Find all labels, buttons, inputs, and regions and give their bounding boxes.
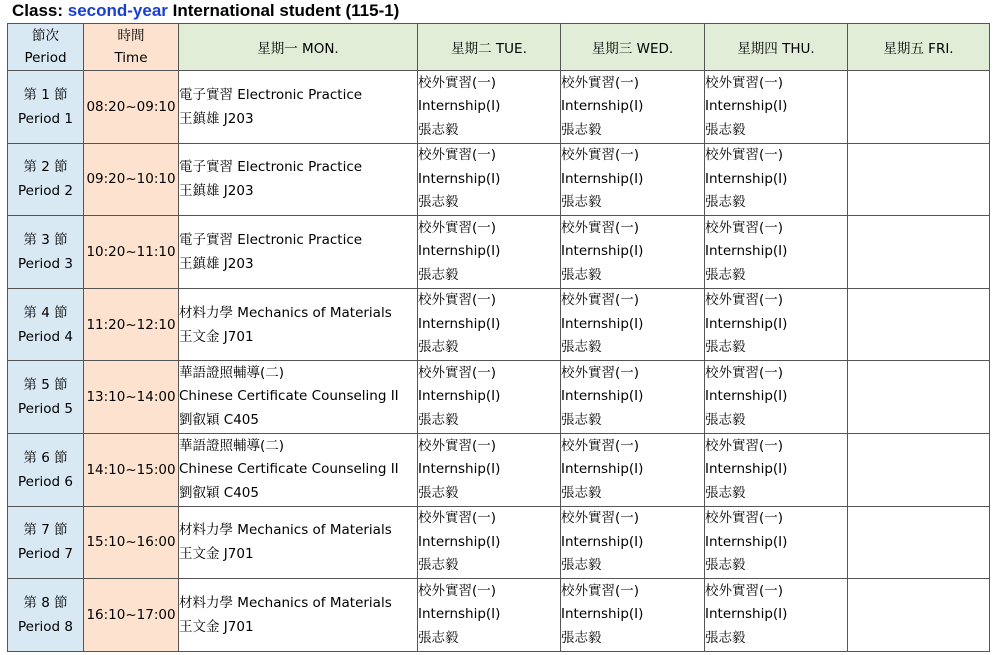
course-line: 校外實習(一) bbox=[561, 437, 640, 454]
course-cell-fri bbox=[848, 288, 990, 361]
course-cell-fri bbox=[848, 579, 990, 652]
course-line: 張志毅 bbox=[418, 194, 459, 211]
table-row bbox=[8, 288, 990, 361]
header-time-zh: 時間 bbox=[117, 28, 145, 44]
header-day-mon: 星期一 MON. bbox=[179, 24, 418, 71]
course-cell-thu bbox=[705, 143, 848, 216]
course-line: 材料力學 Mechanics of Materials bbox=[179, 522, 392, 539]
header-period bbox=[8, 24, 84, 71]
course-line: 華語證照輔導(二) bbox=[179, 437, 285, 454]
course-line: 張志毅 bbox=[561, 339, 602, 356]
time-cell: 15:10~16:00 bbox=[84, 506, 179, 579]
course-cell-fri bbox=[848, 143, 990, 216]
period-cell bbox=[8, 506, 84, 579]
course-cell-mon bbox=[179, 143, 418, 216]
course-line: 張志毅 bbox=[561, 557, 602, 574]
course-cell-wed bbox=[561, 433, 705, 506]
course-line: Internship(I) bbox=[418, 533, 501, 550]
time-cell: 16:10~17:00 bbox=[84, 579, 179, 652]
course-line: 電子實習 Electronic Practice bbox=[179, 231, 363, 248]
header-row bbox=[8, 24, 990, 71]
course-line: 張志毅 bbox=[561, 194, 602, 211]
course-line: Internship(I) bbox=[561, 388, 644, 405]
course-cell-thu bbox=[705, 216, 848, 289]
course-line: 張志毅 bbox=[418, 411, 459, 428]
course-cell-wed bbox=[561, 506, 705, 579]
course-cell-mon bbox=[179, 433, 418, 506]
course-cell-thu bbox=[705, 506, 848, 579]
period-zh: 第 1 節 bbox=[23, 86, 68, 103]
table-row bbox=[8, 361, 990, 434]
table-row bbox=[8, 143, 990, 216]
course-line: 校外實習(一) bbox=[705, 74, 784, 91]
course-line: 張志毅 bbox=[705, 484, 746, 501]
course-line: Internship(I) bbox=[705, 170, 788, 187]
course-line: 校外實習(一) bbox=[418, 219, 497, 236]
period-cell bbox=[8, 216, 84, 289]
course-line: 校外實習(一) bbox=[705, 510, 784, 527]
period-en: Period 2 bbox=[18, 183, 73, 200]
course-line: 劉叡穎 C405 bbox=[179, 484, 259, 501]
course-cell-fri bbox=[848, 361, 990, 434]
period-cell bbox=[8, 361, 84, 434]
header-period-zh: 節次 bbox=[32, 28, 59, 44]
course-line: Internship(I) bbox=[561, 461, 644, 478]
course-cell-tue bbox=[418, 143, 561, 216]
timetable bbox=[7, 23, 990, 652]
course-line: 張志毅 bbox=[705, 339, 746, 356]
course-line: 張志毅 bbox=[418, 266, 459, 283]
course-line: Internship(I) bbox=[418, 98, 501, 115]
course-cell-wed bbox=[561, 579, 705, 652]
course-line: Internship(I) bbox=[705, 606, 788, 623]
course-line: 校外實習(一) bbox=[561, 292, 640, 309]
course-cell-wed bbox=[561, 143, 705, 216]
time-cell: 10:20~11:10 bbox=[84, 216, 179, 289]
course-line: 劉叡穎 C405 bbox=[179, 411, 259, 428]
course-line: 校外實習(一) bbox=[705, 219, 784, 236]
course-line: Internship(I) bbox=[705, 243, 788, 260]
header-day-wed: 星期三 WED. bbox=[561, 24, 705, 71]
course-line: 張志毅 bbox=[705, 121, 746, 138]
period-zh: 第 3 節 bbox=[23, 231, 68, 248]
course-cell-tue bbox=[418, 288, 561, 361]
time-cell: 13:10~14:00 bbox=[84, 361, 179, 434]
course-cell-tue bbox=[418, 361, 561, 434]
course-cell-mon bbox=[179, 579, 418, 652]
period-zh: 第 7 節 bbox=[23, 522, 68, 539]
time-cell: 11:20~12:10 bbox=[84, 288, 179, 361]
table-row bbox=[8, 71, 990, 144]
title-suffix: International student (115-1) bbox=[167, 1, 400, 20]
course-line: 校外實習(一) bbox=[418, 437, 497, 454]
table-row bbox=[8, 433, 990, 506]
time-cell: 14:10~15:00 bbox=[84, 433, 179, 506]
course-line: 張志毅 bbox=[705, 629, 746, 646]
course-line: 材料力學 Mechanics of Materials bbox=[179, 594, 392, 611]
course-cell-fri bbox=[848, 506, 990, 579]
course-line: 張志毅 bbox=[418, 557, 459, 574]
course-line: 王文金 J701 bbox=[179, 328, 254, 345]
course-line: 王文金 J701 bbox=[179, 546, 254, 563]
period-zh: 第 2 節 bbox=[23, 159, 68, 176]
period-en: Period 4 bbox=[18, 328, 73, 345]
course-cell-thu bbox=[705, 433, 848, 506]
course-line: 校外實習(一) bbox=[418, 510, 497, 527]
header-day-fri: 星期五 FRI. bbox=[848, 24, 990, 71]
course-line: Internship(I) bbox=[705, 388, 788, 405]
course-line: 校外實習(一) bbox=[561, 364, 640, 381]
course-line: 材料力學 Mechanics of Materials bbox=[179, 304, 392, 321]
course-line: 校外實習(一) bbox=[418, 364, 497, 381]
course-line: 張志毅 bbox=[418, 484, 459, 501]
course-line: 張志毅 bbox=[561, 266, 602, 283]
course-cell-tue bbox=[418, 216, 561, 289]
course-line: Internship(I) bbox=[418, 606, 501, 623]
table-row bbox=[8, 506, 990, 579]
time-cell: 08:20~09:10 bbox=[84, 71, 179, 144]
period-en: Period 3 bbox=[18, 255, 73, 272]
course-cell-mon bbox=[179, 71, 418, 144]
course-line: 校外實習(一) bbox=[418, 292, 497, 309]
course-line: 校外實習(一) bbox=[705, 147, 784, 164]
course-line: 校外實習(一) bbox=[705, 364, 784, 381]
course-cell-thu bbox=[705, 361, 848, 434]
header-period-en: Period bbox=[24, 50, 67, 66]
period-en: Period 1 bbox=[18, 110, 73, 127]
course-cell-mon bbox=[179, 216, 418, 289]
course-cell-tue bbox=[418, 579, 561, 652]
course-line: Internship(I) bbox=[561, 170, 644, 187]
course-line: 張志毅 bbox=[561, 484, 602, 501]
course-line: 張志毅 bbox=[561, 411, 602, 428]
course-cell-tue bbox=[418, 433, 561, 506]
period-en: Period 7 bbox=[18, 546, 73, 563]
course-line: Internship(I) bbox=[561, 533, 644, 550]
course-line: Internship(I) bbox=[561, 315, 644, 332]
course-line: 校外實習(一) bbox=[418, 74, 497, 91]
course-cell-fri bbox=[848, 216, 990, 289]
period-en: Period 5 bbox=[18, 401, 73, 418]
course-line: Internship(I) bbox=[418, 170, 501, 187]
course-line: 張志毅 bbox=[705, 194, 746, 211]
course-line: 校外實習(一) bbox=[705, 582, 784, 599]
course-line: 電子實習 Electronic Practice bbox=[179, 159, 363, 176]
course-cell-wed bbox=[561, 216, 705, 289]
title-highlight: second-year bbox=[67, 1, 168, 20]
period-cell bbox=[8, 71, 84, 144]
table-row bbox=[8, 579, 990, 652]
course-line: Internship(I) bbox=[705, 98, 788, 115]
course-line: 王鎮雄 J203 bbox=[179, 183, 254, 200]
course-cell-mon bbox=[179, 506, 418, 579]
course-cell-wed bbox=[561, 71, 705, 144]
course-line: 校外實習(一) bbox=[418, 582, 497, 599]
course-line: 華語證照輔導(二) bbox=[179, 364, 285, 381]
course-line: 校外實習(一) bbox=[561, 219, 640, 236]
time-cell: 09:20~10:10 bbox=[84, 143, 179, 216]
period-cell bbox=[8, 579, 84, 652]
course-cell-tue bbox=[418, 71, 561, 144]
period-cell bbox=[8, 288, 84, 361]
course-line: 校外實習(一) bbox=[705, 292, 784, 309]
course-cell-fri bbox=[848, 433, 990, 506]
course-cell-thu bbox=[705, 288, 848, 361]
course-cell-tue bbox=[418, 506, 561, 579]
period-zh: 第 4 節 bbox=[23, 304, 68, 321]
header-time bbox=[84, 24, 179, 71]
table-row bbox=[8, 216, 990, 289]
title-prefix: Class: bbox=[12, 1, 68, 20]
course-line: 校外實習(一) bbox=[705, 437, 784, 454]
period-cell bbox=[8, 143, 84, 216]
period-zh: 第 6 節 bbox=[23, 449, 68, 466]
course-line: Internship(I) bbox=[418, 315, 501, 332]
course-line: 校外實習(一) bbox=[561, 74, 640, 91]
course-cell-wed bbox=[561, 361, 705, 434]
course-line: 張志毅 bbox=[418, 629, 459, 646]
header-day-tue: 星期二 TUE. bbox=[418, 24, 561, 71]
course-cell-mon bbox=[179, 288, 418, 361]
course-cell-wed bbox=[561, 288, 705, 361]
course-line: 張志毅 bbox=[418, 339, 459, 356]
page-title bbox=[12, 1, 399, 21]
course-line: Chinese Certificate Counseling II bbox=[179, 461, 399, 478]
period-cell bbox=[8, 433, 84, 506]
course-line: Internship(I) bbox=[561, 243, 644, 260]
course-line: Internship(I) bbox=[418, 243, 501, 260]
header-day-thu: 星期四 THU. bbox=[705, 24, 848, 71]
course-line: 校外實習(一) bbox=[561, 582, 640, 599]
course-line: Internship(I) bbox=[418, 388, 501, 405]
period-en: Period 8 bbox=[18, 618, 73, 635]
course-cell-thu bbox=[705, 71, 848, 144]
course-line: 校外實習(一) bbox=[561, 147, 640, 164]
course-line: 王鎮雄 J203 bbox=[179, 255, 254, 272]
course-line: Internship(I) bbox=[705, 461, 788, 478]
period-zh: 第 5 節 bbox=[23, 377, 68, 394]
period-zh: 第 8 節 bbox=[23, 594, 68, 611]
course-cell-thu bbox=[705, 579, 848, 652]
course-line: Internship(I) bbox=[418, 461, 501, 478]
course-line: 王鎮雄 J203 bbox=[179, 110, 254, 127]
course-cell-fri bbox=[848, 71, 990, 144]
course-line: Internship(I) bbox=[561, 606, 644, 623]
header-time-en: Time bbox=[114, 50, 148, 66]
course-line: 張志毅 bbox=[705, 557, 746, 574]
course-line: 張志毅 bbox=[418, 121, 459, 138]
course-cell-mon bbox=[179, 361, 418, 434]
course-line: Internship(I) bbox=[705, 315, 788, 332]
course-line: Internship(I) bbox=[561, 98, 644, 115]
course-line: 校外實習(一) bbox=[418, 147, 497, 164]
course-line: 張志毅 bbox=[561, 629, 602, 646]
course-line: 王文金 J701 bbox=[179, 618, 254, 635]
course-line: 張志毅 bbox=[705, 266, 746, 283]
course-line: Internship(I) bbox=[705, 533, 788, 550]
course-line: 電子實習 Electronic Practice bbox=[179, 86, 363, 103]
period-en: Period 6 bbox=[18, 473, 73, 490]
course-line: 張志毅 bbox=[561, 121, 602, 138]
course-line: 校外實習(一) bbox=[561, 510, 640, 527]
course-line: 張志毅 bbox=[705, 411, 746, 428]
course-line: Chinese Certificate Counseling II bbox=[179, 388, 399, 405]
